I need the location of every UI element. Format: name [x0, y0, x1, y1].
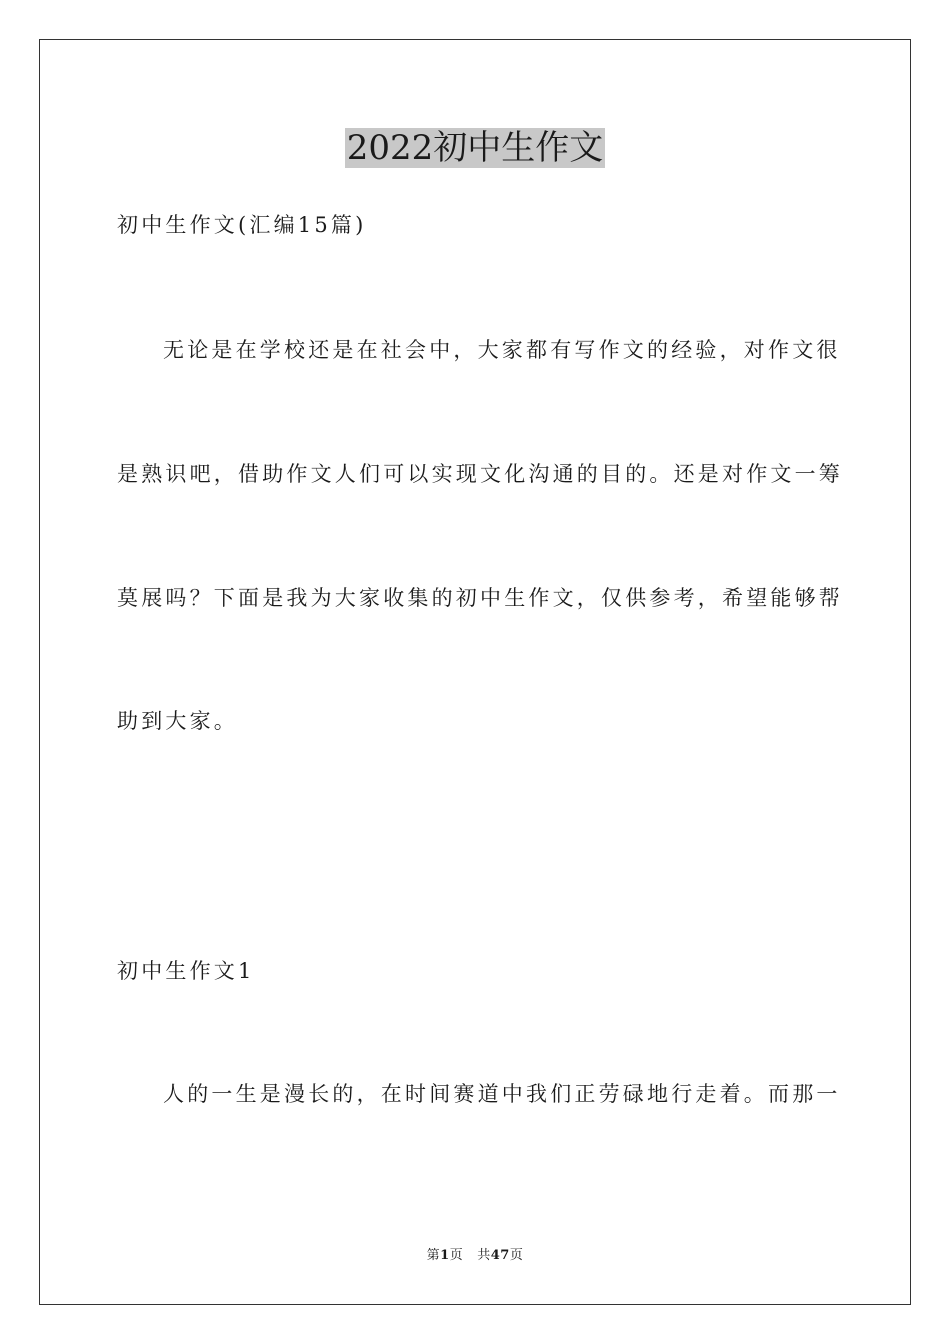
footer-page-number: 1 [440, 1248, 450, 1263]
footer-total-suffix: 页 [509, 1248, 524, 1263]
footer-page-prefix: 第 [426, 1248, 441, 1263]
footer-total-prefix: 共 [477, 1248, 491, 1263]
intro-line-2: 是熟识吧，借助作文人们可以实现文化沟通的目的。还是对作文一筹 [117, 462, 843, 486]
page-footer [0, 1247, 950, 1265]
intro-line-4: 助到大家。 [117, 709, 238, 733]
intro-line-1: 无论是在学校还是在社会中，大家都有写作文的经验，对作文很 [163, 338, 841, 362]
footer-total-pages: 47 [490, 1248, 510, 1263]
title-container [0, 128, 950, 168]
intro-line-3: 莫展吗？下面是我为大家收集的初中生作文，仅供参考，希望能够帮 [117, 586, 843, 610]
section-heading: 初中生作文1 [117, 959, 255, 983]
document-subtitle: 初中生作文(汇编15篇) [117, 213, 367, 237]
footer-page-suffix: 页 [449, 1248, 464, 1263]
document-title: 2022初中生作文 [346, 128, 604, 168]
section-line-1: 人的一生是漫长的，在时间赛道中我们正劳碌地行走着。而那一 [163, 1082, 841, 1106]
